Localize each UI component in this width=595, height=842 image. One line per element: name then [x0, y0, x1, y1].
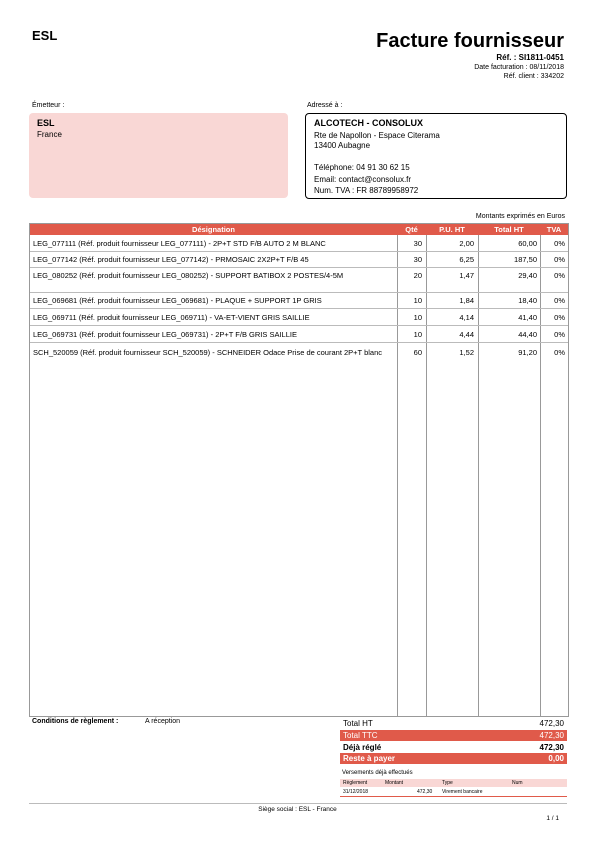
col-qty: Qté [405, 225, 418, 234]
row-tva: 0% [554, 348, 565, 357]
recipient-address-line2: 13400 Aubagne [314, 141, 371, 150]
row-total: 29,40 [518, 271, 537, 280]
row-tva: 0% [554, 239, 565, 248]
payments-col-type: Type [442, 780, 453, 786]
total-ht-value: 472,30 [539, 719, 564, 728]
row-qty: 10 [413, 296, 422, 305]
row-unit-price: 1,84 [459, 296, 474, 305]
invoice-date: Date facturation : 08/11/2018 [474, 64, 564, 71]
total-ttc-value: 472,30 [539, 731, 564, 740]
row-designation: LEG_069681 (Réf. produit fournisseur LEG_069681) - PLAQUE + SUPPORT 1P GRIS [33, 296, 322, 305]
row-qty: 30 [413, 239, 422, 248]
row-total: 44,40 [518, 330, 537, 339]
payments-col-num: Num [512, 780, 523, 786]
row-tva: 0% [554, 271, 565, 280]
row-qty: 10 [413, 313, 422, 322]
row-qty: 20 [413, 271, 422, 280]
total-ttc-label: Total TTC [343, 731, 378, 740]
row-tva: 0% [554, 296, 565, 305]
table-row [30, 268, 568, 293]
row-unit-price: 1,47 [459, 271, 474, 280]
recipient-name: ALCOTECH - CONSOLUX [314, 118, 423, 128]
paid-label: Déjà réglé [343, 743, 382, 752]
recipient-box [305, 113, 567, 199]
recipient-phone: Téléphone: 04 91 30 62 15 [314, 163, 410, 172]
invoice-ref: Réf. : SI1811-0451 [496, 53, 564, 62]
table-row [30, 236, 568, 252]
page-number: 1 / 1 [546, 815, 559, 822]
recipient-label: Adressé à : [307, 102, 343, 109]
row-designation: LEG_077142 (Réf. produit fournisseur LEG_077142) - PRMOSAIC 2X2P+T F/B 45 [33, 255, 309, 264]
row-tva: 0% [554, 255, 565, 264]
items-table [29, 223, 569, 717]
payment-amount: 472,30 [417, 789, 433, 795]
issuer-box [29, 113, 288, 198]
payment-terms-value: A réception [145, 718, 181, 725]
paid-row [340, 742, 567, 753]
payment-row [340, 788, 567, 797]
row-tva: 0% [554, 330, 565, 339]
payments-col-date: Règlement [343, 780, 368, 786]
total-ht-label: Total HT [343, 719, 373, 728]
row-unit-price: 1,52 [459, 348, 474, 357]
payment-terms-label: Conditions de règlement : [32, 718, 119, 725]
table-header [30, 224, 568, 235]
row-qty: 30 [413, 255, 422, 264]
payments-header [340, 779, 567, 787]
row-designation: LEG_080252 (Réf. produit fournisseur LEG_080252) - SUPPORT BATIBOX 2 POSTES/4-5M [33, 271, 344, 280]
company-name: ESL [32, 28, 58, 43]
footer-text: Siège social : ESL - France [258, 806, 337, 813]
row-qty: 10 [413, 330, 422, 339]
col-unit-price: P.U. HT [439, 225, 465, 234]
table-row [30, 345, 568, 369]
remaining-value: 0,00 [548, 754, 564, 763]
row-unit-price: 4,44 [459, 330, 474, 339]
footer-divider [29, 803, 567, 804]
row-designation: LEG_069711 (Réf. produit fournisseur LEG_069711) - VA-ET-VIENT GRIS SAILLIE [33, 313, 310, 322]
table-row [30, 327, 568, 343]
row-total: 187,50 [514, 255, 537, 264]
row-total: 18,40 [518, 296, 537, 305]
total-ht-row [340, 718, 567, 729]
recipient-vat: Num. TVA : FR 88789958972 [314, 186, 419, 195]
payment-date: 31/12/2018 [343, 789, 369, 795]
table-row [30, 252, 568, 268]
row-designation: LEG_069731 (Réf. produit fournisseur LEG_069731) - 2P+T F/B GRIS SAILLIE [33, 330, 297, 339]
row-tva: 0% [554, 313, 565, 322]
payment-type: Virement bancaire [442, 789, 483, 795]
col-total: Total HT [494, 225, 524, 234]
issuer-name: ESL [37, 118, 55, 128]
payments-col-amount: Montant [385, 780, 404, 786]
recipient-address-line1: Rte de Napollon - Espace Citerama [314, 131, 440, 140]
row-unit-price: 4,14 [459, 313, 474, 322]
document-title: Facture fournisseur [376, 30, 564, 52]
col-tva: TVA [546, 225, 562, 234]
issuer-country: France [37, 130, 62, 139]
row-unit-price: 2,00 [459, 239, 474, 248]
table-row [30, 310, 568, 326]
row-qty: 60 [413, 348, 422, 357]
table-row [30, 293, 568, 309]
payments-title: Versements déjà effectués [342, 770, 413, 776]
row-designation: LEG_077111 (Réf. produit fournisseur LEG_077111) - 2P+T STD F/B AUTO 2 M BLANC [33, 239, 326, 248]
issuer-label: Émetteur : [32, 102, 65, 109]
row-total: 60,00 [518, 239, 537, 248]
recipient-email: Email: contact@consolux.fr [314, 175, 412, 184]
row-total: 41,40 [518, 313, 537, 322]
col-designation: Désignation [192, 225, 235, 234]
paid-value: 472,30 [539, 743, 564, 752]
remaining-label: Reste à payer [343, 754, 396, 763]
remaining-row [340, 753, 567, 764]
client-ref: Réf. client : 334202 [503, 73, 564, 80]
currency-note: Montants exprimés en Euros [475, 213, 565, 220]
row-unit-price: 6,25 [459, 255, 474, 264]
row-designation: SCH_520059 (Réf. produit fournisseur SCH_520059) - SCHNEIDER Odace Prise de courant 2P+T blanc [33, 348, 382, 357]
row-total: 91,20 [518, 348, 537, 357]
total-ttc-row [340, 730, 567, 741]
